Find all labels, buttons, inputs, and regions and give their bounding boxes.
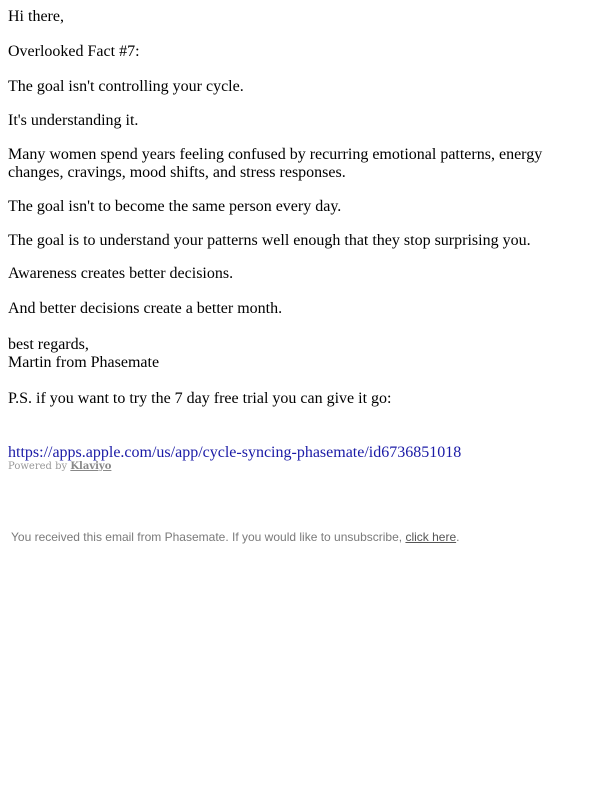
footer-text: You received this email from Phasemate. If you would like to unsubscribe, xyxy=(11,530,406,544)
sign-off: best regards, Martin from Phasemate xyxy=(8,336,160,371)
goal-line-1: The goal isn't controlling your cycle. xyxy=(8,78,244,95)
powered-by-prefix: Powered by xyxy=(8,461,71,472)
better-month-line: And better decisions create a better month. xyxy=(8,300,283,317)
fact-title: Overlooked Fact #7: xyxy=(8,43,140,60)
unsubscribe-footer xyxy=(11,530,459,544)
awareness-line: Awareness creates better decisions. xyxy=(8,265,234,282)
goal-line-3: The goal is to understand your patterns well enough that they stop surprising you. xyxy=(8,232,531,249)
app-link-paragraph xyxy=(8,426,461,462)
understanding-line: It's understanding it. xyxy=(8,112,139,129)
unsubscribe-link[interactable]: click here xyxy=(405,530,457,544)
goal-line-2: The goal isn't to become the same person every day. xyxy=(8,198,342,215)
app-store-link[interactable]: https://apps.apple.com/us/app/cycle-syncing-phasemate/id6736851018 xyxy=(8,444,462,461)
greeting-text: Hi there, xyxy=(8,8,64,25)
powered-by xyxy=(8,461,111,473)
many-women-paragraph: Many women spend years feeling confused by recurring emotional patterns, energy changes, cravings, mood shifts, and stress responses. xyxy=(8,146,543,181)
klaviyo-link[interactable]: Klaviyo xyxy=(70,461,112,472)
ps-line: P.S. if you want to try the 7 day free trial you can give it go: xyxy=(8,390,392,407)
footer-suffix: . xyxy=(456,530,460,544)
